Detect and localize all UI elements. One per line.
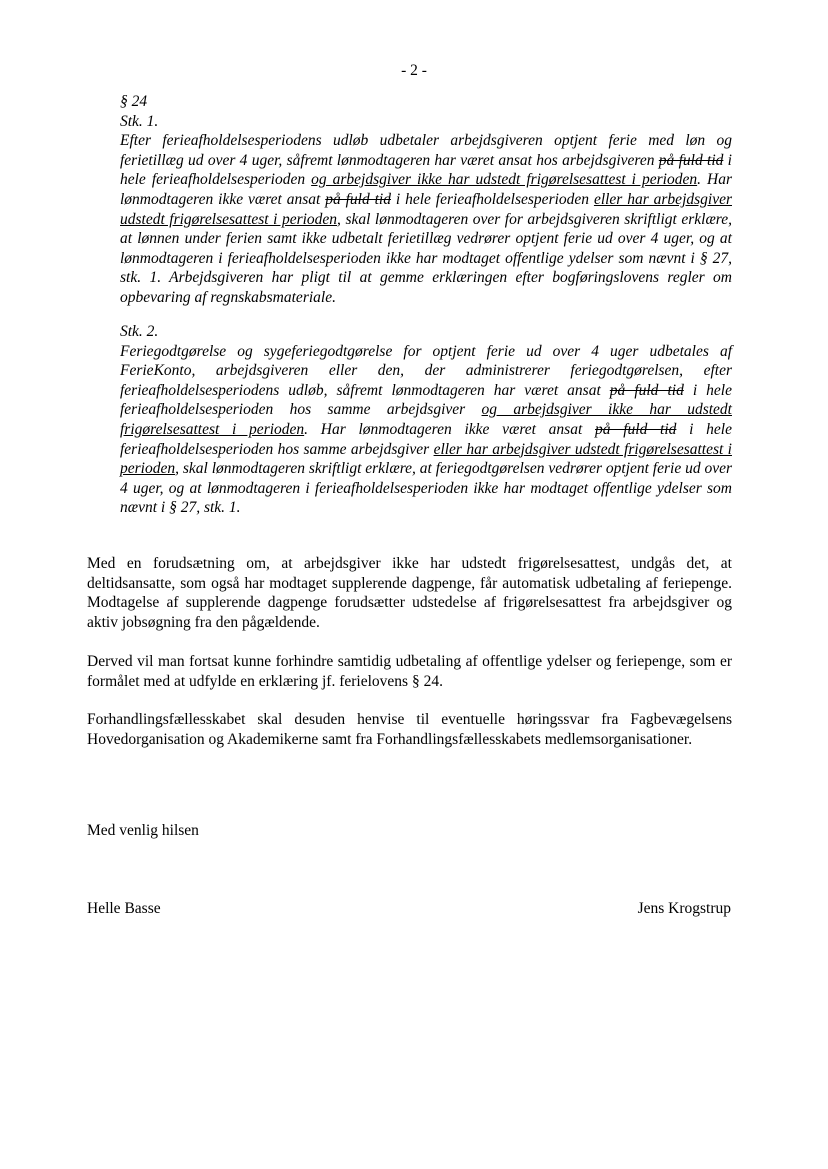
page-number: - 2 - — [401, 62, 427, 79]
text-segment: i hele ferieafholdelsesperioden — [120, 151, 732, 189]
underlined-insertion: eller har arbejdsgiver udstedt frigørelsesattest i perioden — [120, 440, 732, 478]
text-segment: i hele ferieafholdelsesperioden — [391, 190, 594, 208]
strikethrough-text: på fuld tid — [595, 420, 677, 438]
text-segment: . Har lønmodtageren ikke været ansat — [120, 171, 733, 208]
text-segment: , skal lønmodtageren skriftligt erklære, at feriegodtgørelsen vedrører optjent ferie ud over 4 uger, og at lønmodtageren i ferieafholdelsesperioden ikke har modtaget offentlige ydelser som nævnt i § 27, stk. 1. — [120, 460, 733, 517]
text-segment: . Har lønmodtageren ikke været ansat — [304, 420, 595, 438]
stk1-text — [120, 131, 732, 307]
stk2-subheading: Stk. 2. — [120, 323, 159, 340]
strikethrough-text: på fuld tid — [658, 151, 724, 169]
text-segment: i hele ferieafholdelsesperioden hos samme arbejdsgiver — [120, 420, 732, 458]
signatory-left: Helle Basse — [87, 900, 161, 917]
underlined-insertion: og arbejdsgiver ikke har udstedt frigørelsesattest i perioden — [120, 401, 732, 438]
text-segment: Efter ferieafholdelsesperiodens udløb udbetaler arbejdsgiveren optjent ferie med løn og ferietillæg ud over 4 uger, såfremt lønmodtageren har været ansat hos arbejdsgiveren — [120, 132, 732, 169]
body-paragraph: Med en forudsætning om, at arbejdsgiver ikke har udstedt frigørelsesattest, undgås det, at deltidsansatte, som også har modtaget supplerende dagpenge, får automatisk udbetaling af feriepenge. Modtagelse af supplerende dagpenge forudsætter udstedelse af frigørelsesattest fra arbejdsgiver og aktiv jobsøgning fra den pågældende. — [87, 555, 732, 631]
underlined-insertion: eller har arbejdsgiver udstedt frigørelsesattest i perioden — [120, 190, 732, 228]
quoted-section-stk2 — [120, 322, 732, 518]
strikethrough-text: på fuld tid — [325, 190, 391, 208]
text-segment: , skal lønmodtageren over for arbejdsgiveren skriftligt erklære, at lønnen under ferien samt ikke udbetalt ferietillæg vedrører optjent ferie ud over 4 uger, og at lønmodtageren i ferieafholdelsesperioden ikke har modtaget offentlige ydelser som nævnt i § 27, stk. 1. Arbejdsgiveren har pligt til at gemme erklæringen efter bogføringslovens regler om opbevaring af regnskabsmateriale. — [120, 210, 732, 306]
closing-salutation: Med venlig hilsen — [87, 822, 199, 839]
text-segment: Feriegodtgørelse og sygeferiegodtgørelse for optjent ferie ud over 4 uger udbetales af FerieKonto, arbejdsgiveren eller den, der administrerer feriegodtgørelsen, efter ferieafholdelsesperiodens udløb, såfremt lønmodtageren har været ansat — [120, 342, 732, 399]
text-segment: i hele ferieafholdelsesperioden hos samme arbejdsgiver — [120, 381, 732, 419]
stk1-subheading: Stk. 1. — [120, 112, 159, 130]
body-paragraph: Forhandlingsfællesskabet skal desuden henvise til eventuelle høringssvar fra Fagbevægelsens Hovedorganisation og Akademikerne samt fra Forhandlingsfællesskabets medlemsorganisationer. — [87, 711, 732, 748]
strikethrough-text: på fuld tid — [609, 381, 684, 399]
stk2-text — [120, 342, 732, 518]
signatory-right: Jens Krogstrup — [637, 900, 731, 917]
section-heading: § 24 — [120, 93, 148, 110]
body-paragraph: Derved vil man fortsat kunne forhindre samtidig udbetaling af offentlige ydelser og feriepenge, som er formålet med at udfylde en erklæring jf. ferielovens § 24. — [87, 653, 732, 690]
quoted-section-stk1 — [120, 92, 732, 308]
underlined-insertion: og arbejdsgiver ikke har udstedt frigørelsesattest i perioden — [311, 171, 698, 189]
